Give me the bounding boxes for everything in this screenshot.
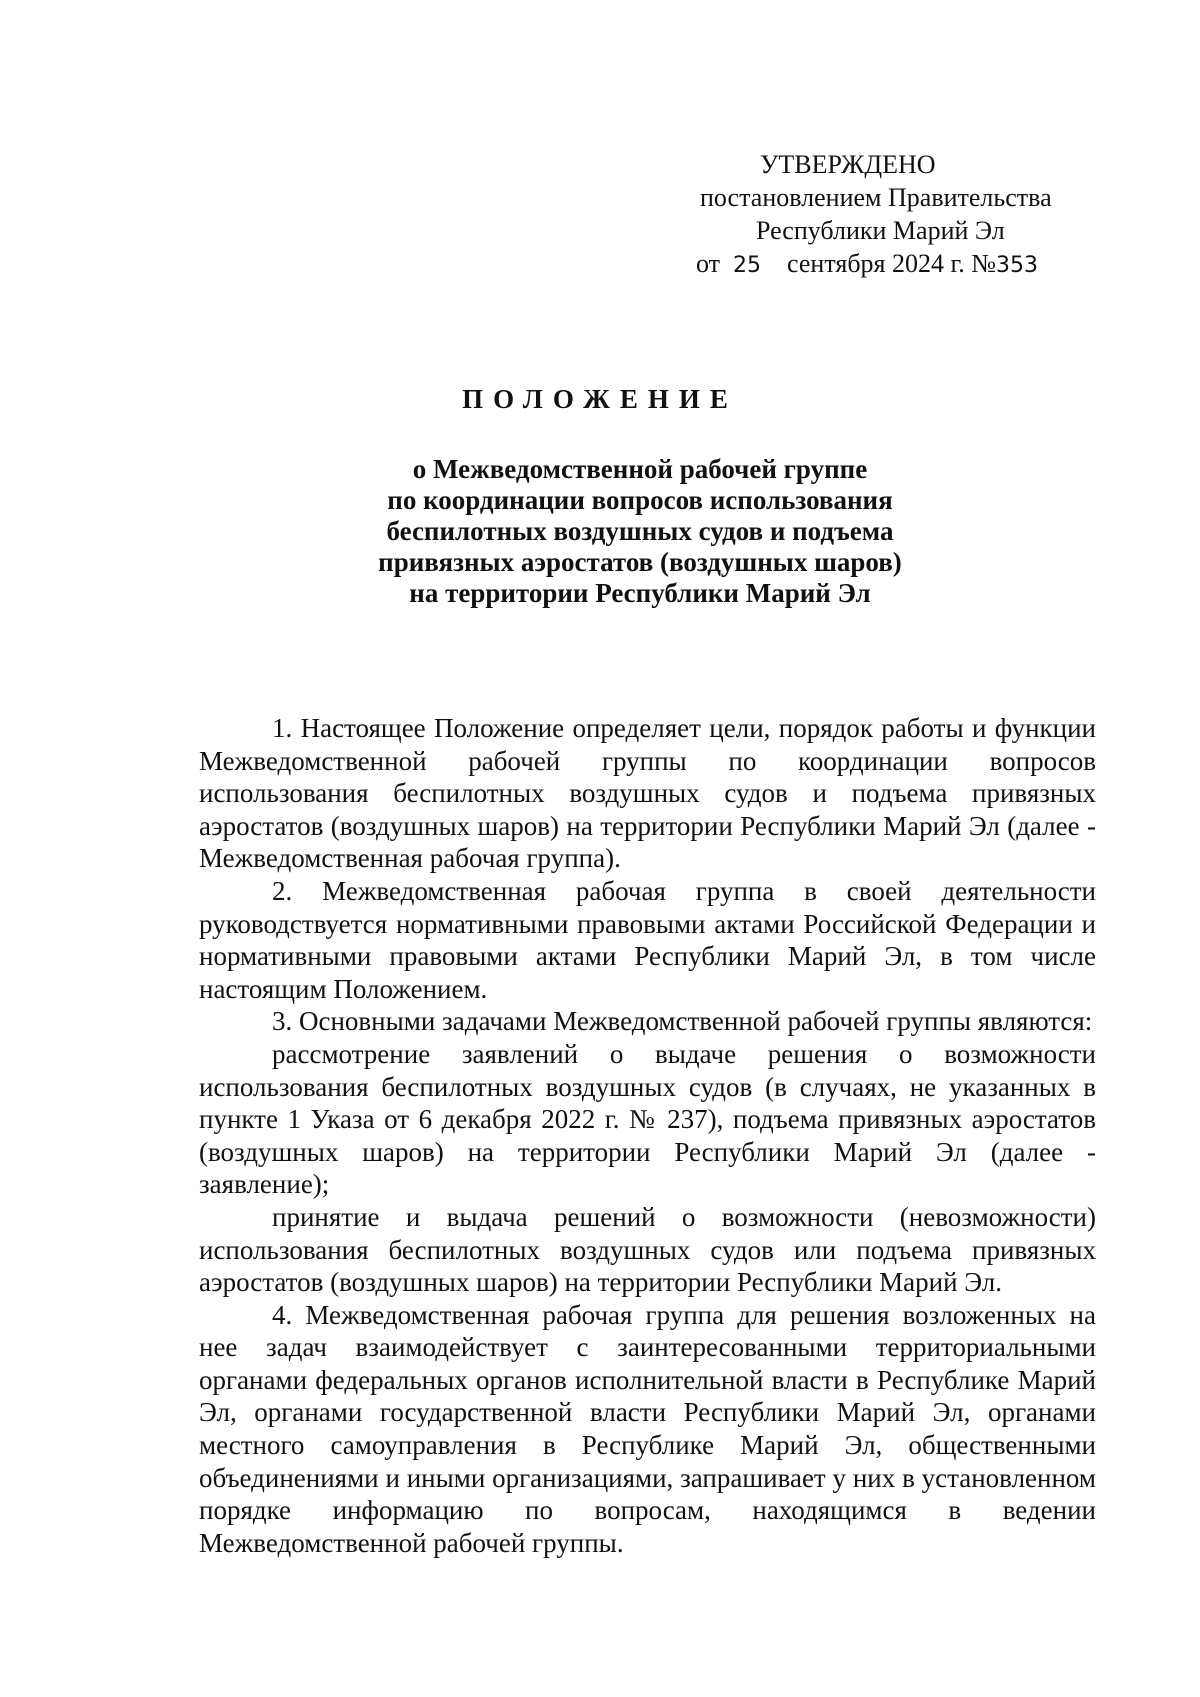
approval-number: 353 xyxy=(996,253,1039,278)
document-body xyxy=(199,712,1096,1559)
approval-heading: УТВЕРЖДЕНО xyxy=(760,150,936,179)
subtitle-line: о Межведомственной рабочей группе xyxy=(412,454,868,484)
approval-date-prefix: от xyxy=(696,249,721,278)
subtitle-line: на территории Республики Марий Эл xyxy=(409,578,871,608)
approval-issuer: постановлением Правительства xyxy=(700,183,1052,212)
approval-day: 25 xyxy=(733,253,762,278)
document-title: ПОЛОЖЕНИЕ xyxy=(462,384,738,414)
paragraph-3-item-2: принятие и выдача решений о возможности (невозможности) использования беспилотных воздушных судов или подъема привязных аэростатов (воздушных шаров) на территории Республики Марий Эл. xyxy=(199,1201,1096,1298)
approval-month-year: сентября 2024 г. № xyxy=(787,249,997,278)
subtitle-line: по координации вопросов использования xyxy=(387,485,893,515)
paragraph-3: 3. Основными задачами Межведомственной рабочей группы являются: xyxy=(272,1006,1093,1037)
approval-block xyxy=(660,148,1100,282)
paragraph-1: 1. Настоящее Положение определяет цели, порядок работы и функции Межведомственной рабочей группы по координации вопросов использования беспилотных воздушных судов и подъема привязных аэростатов (воздушных шаров) на территории Республики Марий Эл (далее - Межведомственная рабочая группа). xyxy=(199,713,1096,874)
approval-issuer-region: Республики Марий Эл xyxy=(756,216,1005,245)
approval-date-line xyxy=(660,247,1100,282)
paragraph-2: 2. Межведомственная рабочая группа в своей деятельности руководствуется нормативными правовыми актами Российской Федерации и нормативными правовыми актами Республики Марий Эл, в том числе настоящим Положением. xyxy=(199,875,1096,1004)
document-subtitle xyxy=(330,454,950,609)
subtitle-line: беспилотных воздушных судов и подъема xyxy=(386,516,894,546)
paragraph-4: 4. Межведомственная рабочая группа для решения возложенных на нее задач взаимодействует с заинтересованными территориальными органами федеральных органов исполнительной власти в Республике Марий Эл, органами государственной власти Республики Марий Эл, органами местного самоуправления в Республике Марий Эл, общественными объединениями и иными организациями, запрашивает у них в установленном порядке информацию по вопросам, находящимся в ведении Межведомственной рабочей группы. xyxy=(199,1299,1096,1558)
paragraph-3-item-1: рассмотрение заявлений о выдаче решения о возможности использования беспилотных воздушных судов (в случаях, не указанных в пункте 1 Указа от 6 декабря 2022 г. № 237), подъема привязных аэростатов (воздушных шаров) на территории Республики Марий Эл (далее - заявление); xyxy=(199,1038,1096,1200)
subtitle-line: привязных аэростатов (воздушных шаров) xyxy=(378,547,902,577)
